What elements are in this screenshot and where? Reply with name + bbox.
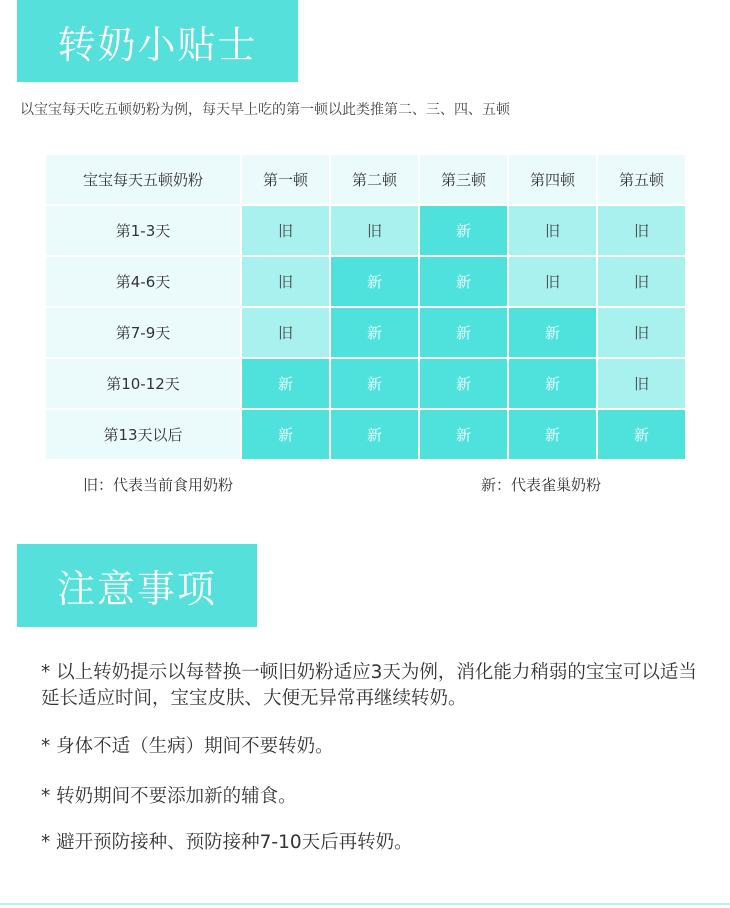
table-cell: 新	[419, 205, 508, 256]
row-label: 第13天以后	[45, 409, 241, 460]
table-cell: 旧	[241, 307, 330, 358]
table-row	[45, 307, 686, 358]
table-cell: 旧	[508, 256, 597, 307]
table-cell: 旧	[241, 205, 330, 256]
table-cell: 新	[330, 256, 419, 307]
tips-banner-title: 转奶小贴士	[57, 22, 258, 67]
note-item: * 转奶期间不要添加新的辅食。	[41, 786, 297, 807]
legend-new: 新：代表雀巢奶粉	[481, 476, 602, 494]
feeding-schedule-table	[44, 153, 687, 461]
row-label: 第4-6天	[45, 256, 241, 307]
table-cell: 新	[419, 358, 508, 409]
note-item: * 以上转奶提示以每替换一顿旧奶粉适应3天为例，消化能力稍弱的宝宝可以适当延长适应时间，宝宝皮肤、大便无异常再继续转奶。	[41, 662, 697, 709]
table-cell: 旧	[597, 358, 686, 409]
legend-old: 旧：代表当前食用奶粉	[83, 476, 234, 494]
table-cell: 新	[330, 307, 419, 358]
table-cell: 新	[597, 409, 686, 460]
table-cell: 旧	[241, 256, 330, 307]
row-label: 第7-9天	[45, 307, 241, 358]
row-label: 第10-12天	[45, 358, 241, 409]
note-item: * 避开预防接种、预防接种7-10天后再转奶。	[41, 832, 413, 853]
table-cell: 新	[330, 409, 419, 460]
table-cell: 新	[508, 409, 597, 460]
table-cell: 新	[419, 256, 508, 307]
column-header: 第四顿	[508, 154, 597, 205]
table-cell: 旧	[597, 205, 686, 256]
table-header-row	[45, 154, 686, 205]
table-row	[45, 409, 686, 460]
table-cell: 旧	[330, 205, 419, 256]
table-row	[45, 205, 686, 256]
column-header: 第一顿	[241, 154, 330, 205]
table-cell: 新	[330, 358, 419, 409]
table-cell: 新	[508, 307, 597, 358]
note-item: * 身体不适（生病）期间不要转奶。	[41, 736, 334, 757]
column-header: 第五顿	[597, 154, 686, 205]
table-cell: 新	[241, 358, 330, 409]
table-cell: 旧	[597, 256, 686, 307]
bottom-divider	[0, 903, 730, 905]
notes-banner	[17, 544, 257, 627]
table-cell: 新	[419, 409, 508, 460]
table-cell: 旧	[597, 307, 686, 358]
row-label: 第1-3天	[45, 205, 241, 256]
tips-banner	[17, 0, 298, 82]
table-cell: 新	[241, 409, 330, 460]
table-cell: 新	[419, 307, 508, 358]
corner-header: 宝宝每天五顿奶粉	[45, 154, 241, 205]
table-row	[45, 256, 686, 307]
table-row	[45, 358, 686, 409]
intro-text: 以宝宝每天吃五顿奶粉为例，每天早上吃的第一顿以此类推第二、三、四、五顿	[20, 102, 510, 118]
notes-list	[41, 660, 701, 853]
notes-banner-title: 注意事项	[56, 567, 217, 611]
column-header: 第三顿	[419, 154, 508, 205]
table-cell: 新	[508, 358, 597, 409]
column-header: 第二顿	[330, 154, 419, 205]
table-cell: 旧	[508, 205, 597, 256]
